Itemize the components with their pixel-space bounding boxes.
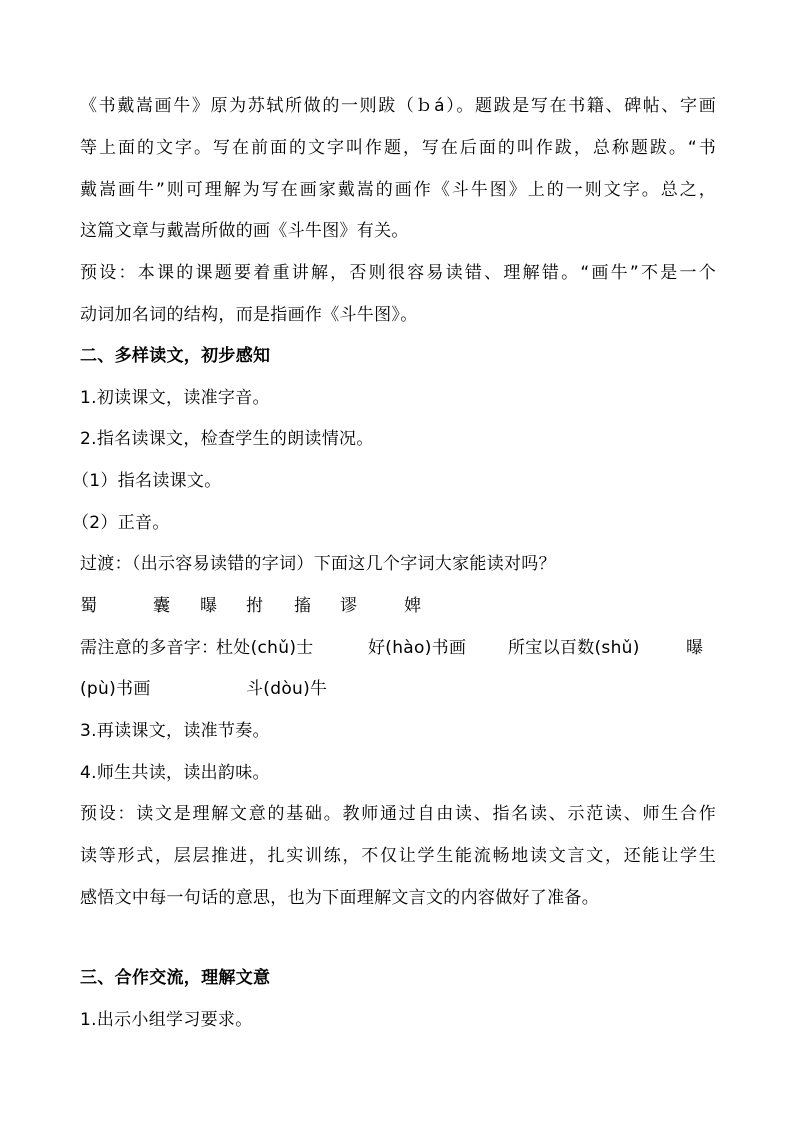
character-item: 婢 <box>404 596 422 616</box>
step2-text: 2.指名读课文，检查学生的朗读情况。 <box>80 429 374 449</box>
polyphonic-item: 好(hào)书画 <box>368 638 467 658</box>
step4-text: 4.师生共读，读出韵味。 <box>80 763 270 783</box>
character-item: 拊 <box>246 596 264 616</box>
polyphonic-item: 曝 <box>686 638 704 658</box>
step2-sub1: （1）指名读课文。 <box>72 471 222 491</box>
section2-heading: 二、多样读文，初步感知 <box>80 346 271 366</box>
polyphonic-line-2 <box>80 677 720 701</box>
polyphonic-item: 所宝以百数(shǔ) <box>508 638 640 658</box>
polyphonic-item: (pù)书画 <box>80 679 151 699</box>
character-item: 搐 <box>294 596 312 616</box>
preset2-line-1: 预设：读文是理解文意的基础。教师通过自由读、指名读、示范读、师生合作 <box>80 804 716 824</box>
character-list <box>80 594 720 618</box>
section3-heading: 三、合作交流，理解文意 <box>80 968 271 988</box>
polyphonic-label: 需注意的多音字： <box>80 638 219 658</box>
intro-line-1: 《书戴嵩画牛》原为苏轼所做的一则跋（ｂá）。题跋是写在书籍、碑帖、字画 <box>80 96 716 116</box>
character-item: 曝 <box>200 596 218 616</box>
polyphonic-item: 斗(dòu)牛 <box>246 679 328 699</box>
step3-text: 3.再读课文，读准节奏。 <box>80 721 270 741</box>
preset2-line-3: 感悟文中每一句话的意思，也为下面理解文言文的内容做好了准备。 <box>80 888 599 908</box>
intro-line-2: 等上面的文字。写在前面的文字叫作题，写在后面的叫作跋，总称题跋。“书 <box>80 138 716 158</box>
step3-1-text: 1.出示小组学习要求。 <box>80 1010 253 1030</box>
polyphonic-item: 杜处(chǔ)士 <box>216 638 314 658</box>
character-item: 蜀 <box>80 596 98 616</box>
step1-text: 1.初读课文，读准字音。 <box>80 388 270 408</box>
polyphonic-line-1 <box>80 636 720 660</box>
character-item: 囊 <box>153 596 171 616</box>
intro-line-4: 这篇文章与戴嵩所做的画《斗牛图》有关。 <box>80 221 409 241</box>
preset2-line-2: 读等形式，层层推进，扎实训练，不仅让学生能流畅地读文言文，还能让学生 <box>80 846 716 866</box>
transition-text: 过渡：（出示容易读错的字词）下面这几个字词大家能读对吗？ <box>80 554 556 574</box>
intro-line-3: 戴嵩画牛”则可理解为写在画家戴嵩的画作《斗牛图》上的一则文字。总之， <box>80 180 716 200</box>
preset1-line-1: 预设：本课的课题要着重讲解，否则很容易读错、理解错。“画牛”不是一个 <box>80 263 716 283</box>
preset1-line-2: 动词加名词的结构，而是指画作《斗牛图》。 <box>80 305 418 325</box>
step2-sub2: （2）正音。 <box>72 513 170 533</box>
character-item: 谬 <box>340 596 358 616</box>
